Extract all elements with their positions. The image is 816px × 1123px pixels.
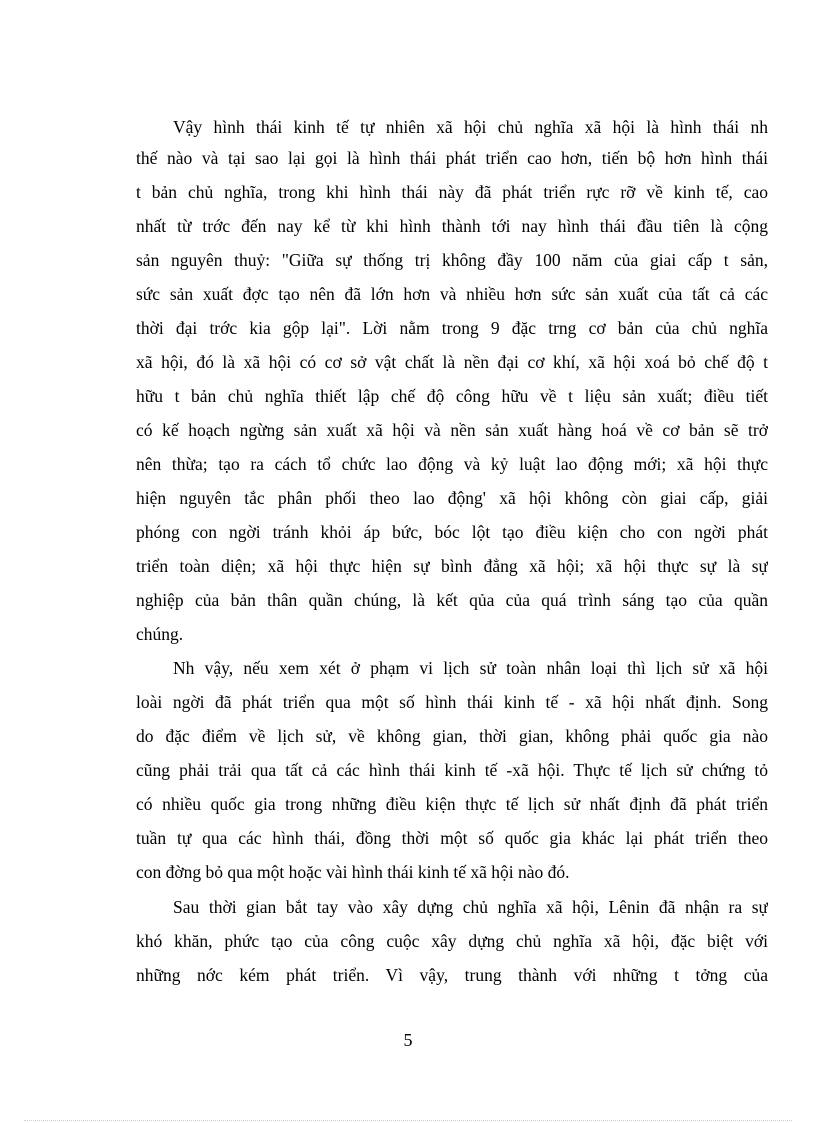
text-line: nhất từ trớc đến nay kể từ khi hình thành tới nay hình thái đầu tiên là cộng — [136, 216, 768, 236]
text-line: nên thừa; tạo ra cách tổ chức lao động và kỷ luật lao động mới; xã hội thực — [136, 454, 768, 474]
text-line: phóng con ngời tránh khỏi áp bức, bóc lột tạo điều kiện cho con ngời phát — [136, 522, 768, 542]
text-line: Sau thời gian bắt tay vào xây dựng chủ nghĩa xã hội, Lênin đã nhận ra sự — [173, 897, 768, 917]
text-line: nghiệp của bản thân quần chúng, là kết qủa của quá trình sáng tạo của quần — [136, 590, 768, 610]
page-bottom-rule — [24, 1120, 792, 1121]
text-line: tuần tự qua các hình thái, đồng thời một số quốc gia khác lại phát triển theo — [136, 828, 768, 848]
text-line: Vậy hình thái kinh tế tự nhiên xã hội chủ nghĩa xã hội là hình thái nh — [173, 117, 768, 137]
text-line: chúng. — [136, 624, 184, 644]
text-line: cũng phải trải qua tất cả các hình thái kinh tế -xã hội. Thực tế lịch sử chứng tỏ — [136, 760, 768, 780]
text-line: sức sản xuất đợc tạo nên đã lớn hơn và nhiều hơn sức sản xuất của tất cả các — [136, 284, 768, 304]
text-line: sản nguyên thuỷ: "Giữa sự thống trị không đầy 100 năm của giai cấp t sản, — [136, 250, 768, 270]
text-line: triển toàn diện; xã hội thực hiện sự bình đẳng xã hội; xã hội thực sự là sự — [136, 556, 768, 576]
text-line: thế nào và tại sao lại gọi là hình thái phát triển cao hơn, tiến bộ hơn hình thái — [136, 148, 768, 168]
text-line: xã hội, đó là xã hội có cơ sở vật chất là nền đại cơ khí, xã hội xoá bỏ chế độ t — [136, 352, 768, 372]
text-line: những nớc kém phát triển. Vì vậy, trung thành với những t tởng của — [136, 965, 768, 985]
text-line: do đặc điểm về lịch sử, về không gian, thời gian, không phải quốc gia nào — [136, 726, 768, 746]
text-line: thời đại trớc kia gộp lại". Lời nằm trong 9 đặc trng cơ bản của chủ nghĩa — [136, 318, 768, 338]
text-line: t bản chủ nghĩa, trong khi hình thái này đã phát triển rực rỡ về kinh tế, cao — [136, 182, 768, 202]
text-line: Nh vậy, nếu xem xét ở phạm vi lịch sử toàn nhân loại thì lịch sử xã hội — [173, 658, 768, 678]
text-line: có kế hoạch ngừng sản xuất xã hội và nền sản xuất hàng hoá về cơ bản sẽ trở — [136, 420, 768, 440]
text-line: con đờng bỏ qua một hoặc vài hình thái kinh tế xã hội nào đó. — [136, 862, 570, 882]
text-line: khó khăn, phức tạo của công cuộc xây dựng chủ nghĩa xã hội, đặc biệt với — [136, 931, 768, 951]
text-line: hiện nguyên tắc phân phối theo lao động' xã hội không còn giai cấp, giải — [136, 488, 768, 508]
text-line: loài ngời đã phát triển qua một số hình thái kinh tế - xã hội nhất định. Song — [136, 692, 768, 712]
page-number: 5 — [403, 1030, 413, 1050]
text-line: hữu t bản chủ nghĩa thiết lập chế độ công hữu về t liệu sản xuất; điều tiết — [136, 386, 768, 406]
text-line: có nhiều quốc gia trong những điều kiện thực tế lịch sử nhất định đã phát triển — [136, 794, 768, 814]
